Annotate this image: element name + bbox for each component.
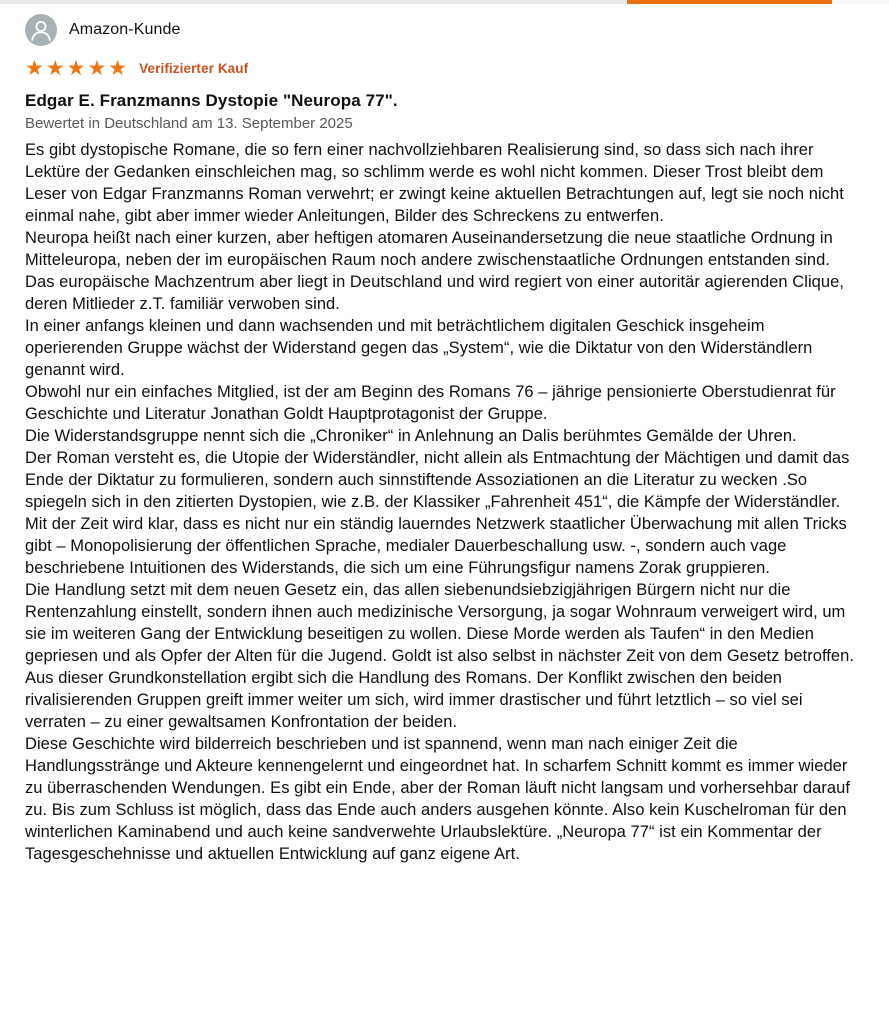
- review-paragraph: Obwohl nur ein einfaches Mitglied, ist der am Beginn des Romans 76 – jährige pensionierte Oberstudienrat für Geschichte und Literatur Jonathan Goldt Hauptprotagonist der Gruppe.: [25, 383, 836, 423]
- review-paragraph: Die Handlung setzt mit dem neuen Gesetz ein, das allen siebenundsiebzigjährigen Bürgern nicht nur die Rentenzahlung einstellt, sondern ihnen auch medizinische Versorgung, ja sogar Wohnraum verweigert wird, um sie im weiteren Gang der Entwicklung beseitigen zu wollen. Diese Morde werden als Taufen“ in den Medien gepriesen und als Opfer der Alten für die Jugend. Goldt ist also selbst in nächster Zeit von dem Gesetz betroffen.: [25, 581, 855, 665]
- person-icon: [25, 14, 57, 46]
- review-paragraph: In einer anfangs kleinen und dann wachsenden und mit beträchtlichem digitalen Geschick insgeheim operierenden Gruppe wächst der Widerstand gegen das „System“, wie die Diktatur von den Widerständlern genannt wird.: [25, 317, 813, 379]
- review-paragraph: Die Widerstandsgruppe nennt sich die „Chroniker“ in Anlehnung an Dalis berühmtes Gemälde der Uhren.: [25, 427, 797, 445]
- star-rating[interactable]: ★★★★★: [25, 56, 130, 80]
- verified-purchase-badge[interactable]: Verifizierter Kauf: [139, 60, 249, 76]
- avatar[interactable]: [25, 14, 57, 46]
- review-rating-row: [25, 56, 861, 80]
- review-paragraph: Der Roman versteht es, die Utopie der Widerständler, nicht allein als Entmachtung der Mächtigen und damit das Ende der Diktatur zu formulieren, sondern auch sinnstiftende Assoziationen an die Literatur zu wecken .So spiegeln sich in den zitierten Dystopien, wie z.B. der Klassiker „Fahrenheit 451“, die Kämpfe der Widerständler. Mit der Zeit wird klar, dass es nicht nur ein ständig lauerndes Netzwerk staatlicher Überwachung mit allen Tricks gibt – Monopolisierung der öffentlichen Sprache, medialer Dauerbeschallung usw. -, sondern auch vage beschriebene Intuitionen des Widerstands, die sich um eine Führungsfigur namens Zorak gruppieren.: [25, 449, 850, 577]
- review-paragraph: Aus dieser Grundkonstellation ergibt sich die Handlung des Romans. Der Konflikt zwischen den beiden rivalisierenden Gruppen greift immer weiter um sich, wird immer drastischer und führt letztlich – so viel sei verraten – zu einer gewaltsamen Konfrontation der beiden.: [25, 669, 803, 731]
- top-progress-track: [0, 0, 889, 4]
- review-body: [25, 139, 861, 865]
- review-paragraph: Neuropa heißt nach einer kurzen, aber heftigen atomaren Auseinandersetzung die neue staatliche Ordnung in Mitteleuropa, neben der im europäischen Raum noch andere zwischenstaatliche Ordnungen entstanden sind. Das europäische Machzentrum aber liegt in Deutschland und wird regiert von einer autoritär agierenden Clique, deren Mitlieder z.T. familiär verwoben sind.: [25, 229, 844, 313]
- top-progress-indicator: [627, 0, 832, 4]
- review-title[interactable]: Edgar E. Franzmanns Dystopie "Neuropa 77".: [25, 91, 398, 110]
- review-date: Bewertet in Deutschland am 13. September 2025: [25, 115, 353, 132]
- review-card: [0, 4, 889, 885]
- review-author-name: Amazon-Kunde: [69, 21, 181, 38]
- review-paragraph: Es gibt dystopische Romane, die so fern einer nachvollziehbaren Realisierung sind, so dass sich nach ihrer Lektüre der Gedanken einschleichen mag, so schlimm werde es wohl nicht kommen. Dieser Trost bleibt dem Leser von Edgar Franzmanns Roman verwehrt; er zwingt keine aktuellen Betrachtungen auf, legt sie noch nicht einmal nahe, gibt aber immer wieder Anleitungen, Bilder des Schreckens zu entwerfen.: [25, 141, 844, 225]
- review-paragraph: Diese Geschichte wird bilderreich beschrieben und ist spannend, wenn man nach einiger Zeit die Handlungsstränge und Akteure kennengelernt und eingeordnet hat. In scharfem Schnitt kommt es immer wieder zu überraschenden Wendungen. Es gibt ein Ende, aber der Roman läuft nicht langsam und vorhersehbar darauf zu. Bis zum Schluss ist möglich, dass das Ende auch anders ausgehen könnte. Also kein Kuschelroman für den winterlichen Kaminabend und auch keine sandverwehte Urlaubslektüre. „Neuropa 77“ ist ein Kommentar der Tagesgeschehnisse und aktuellen Entwicklung auf ganz eigene Art.: [25, 735, 850, 863]
- review-author-row[interactable]: [25, 13, 861, 47]
